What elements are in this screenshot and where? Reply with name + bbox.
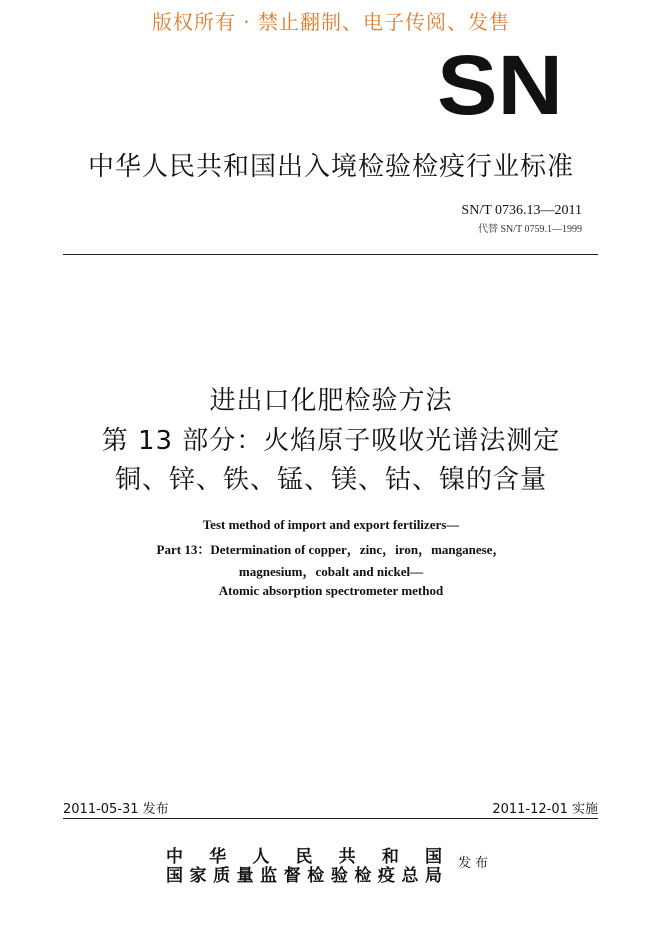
copyright-notice: 版权所有 · 禁止翻制、电子传阅、发售 <box>151 10 511 34</box>
top-divider <box>63 254 598 255</box>
replaces-standard: 代替 SN/T 0759.1—1999 <box>478 224 582 235</box>
bottom-divider <box>63 818 598 819</box>
standard-category: 中华人民共和国出入境检验检疫行业标准 <box>87 152 574 182</box>
issue-date: 2011-05-31 发布 <box>63 802 169 817</box>
title-en-line3: magnesium，cobalt and nickel— <box>238 564 424 579</box>
issuer-publish-label: 发布 <box>458 856 493 871</box>
sn-logo <box>436 52 564 116</box>
title-en-line2: Part 13：Determination of copper，zinc，iron，manganese， <box>156 542 506 557</box>
title-en-line4: Atomic absorption spectrometer method <box>218 583 444 598</box>
title-cn-line1: 进出口化肥检验方法 <box>209 386 453 416</box>
title-en-line1: Test method of import and export fertilizers— <box>202 517 460 532</box>
sn-logo-text: SN <box>437 52 563 116</box>
implementation-date: 2011-12-01 实施 <box>492 802 598 817</box>
issuer-agency: 国家质量监督检验检疫总局 <box>166 866 442 886</box>
title-cn-line2: 第 13 部分：火焰原子吸收光谱法测定 <box>101 426 561 456</box>
title-cn-line3: 铜、锌、铁、锰、镁、钴、镍的含量 <box>114 465 547 495</box>
issuer-country: 中华人民共和国 <box>166 847 442 867</box>
standard-number: SN/T 0736.13—2011 <box>461 203 582 218</box>
